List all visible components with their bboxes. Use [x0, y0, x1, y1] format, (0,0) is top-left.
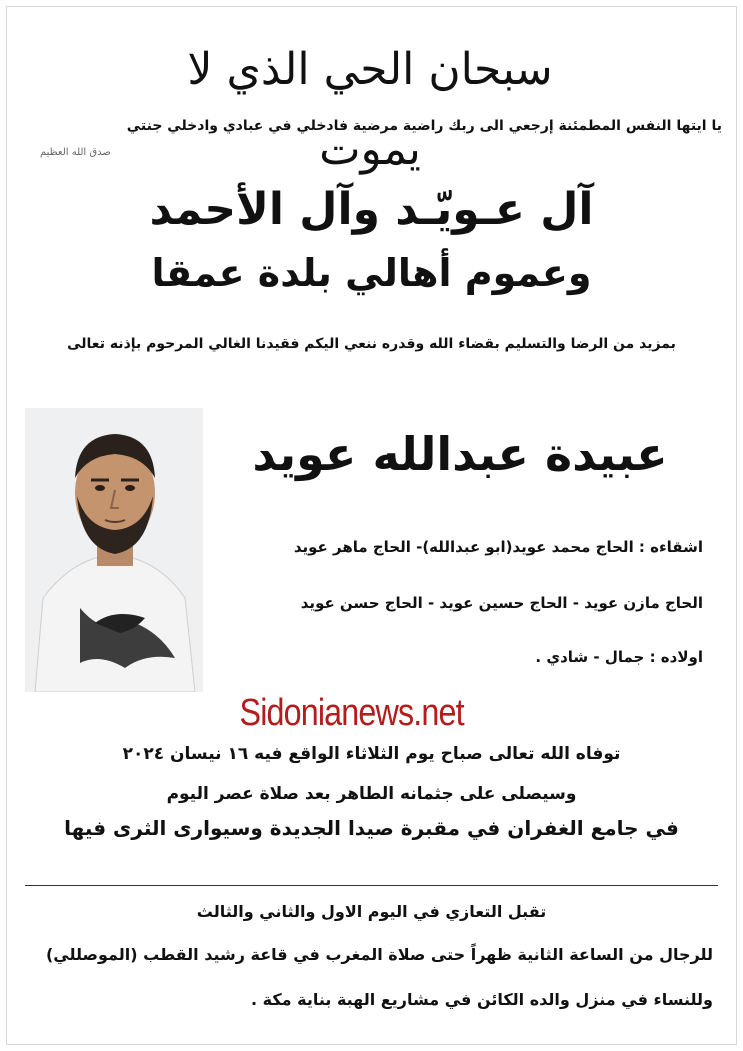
quran-verse: يا ايتها النفس المطمئنة إرجعي الى ربك راضية مرضية فادخلي في عبادي وادخلي جنتي — [126, 118, 722, 134]
condolence-men: للرجال من الساعة الثانية ظهراً حتى صلاة المغرب في قاعة رشيد القطب (الموصللي) — [45, 945, 713, 964]
section-divider — [25, 885, 718, 886]
children-line: اولاده : جمال - شادي . — [535, 648, 703, 666]
deceased-name: عبيدة عبدالله عويد — [252, 427, 668, 481]
funeral-prayer-text: وسيصلى على جثمانه الطاهر بعد صلاة عصر اليوم — [166, 784, 577, 804]
intro-text: بمزيد من الرضا والتسليم بقضاء الله وقدره ننعي اليكم فقيدنا الغالي المرحوم بإذنه تعالى — [67, 336, 676, 352]
source-watermark: Sidonianews.net — [239, 692, 464, 734]
death-date-text: توفاه الله تعالى صباح يوم الثلاثاء الواقع فيه ١٦ نيسان ٢٠٢٤ — [122, 744, 621, 764]
town-heading: وعموم أهالي بلدة عمقا — [151, 251, 592, 295]
portrait-illustration — [25, 408, 203, 692]
verse-source: صدق الله العظيم — [40, 147, 111, 158]
calligraphy-heading: سبحان الحي الذي لا يموت — [187, 44, 553, 175]
brothers-line-2: الحاج مازن عويد - الحاج حسين عويد - الحاج حسن عويد — [300, 594, 703, 612]
condolence-days: تقبل التعازي في اليوم الاول والثاني والثالث — [196, 902, 547, 921]
families-heading: آل عـويّـد وآل الأحمد — [149, 184, 594, 235]
burial-location-text: في جامع الغفران في مقبرة صيدا الجديدة وسيوارى الثرى فيها — [64, 816, 679, 840]
deceased-photo — [25, 408, 203, 692]
brothers-line-1: اشقاءه : الحاج محمد عويد(ابو عبدالله)- الحاج ماهر عويد — [293, 538, 703, 556]
condolence-women: وللنساء في منزل والده الكائن في مشاريع الهبة بناية مكة . — [250, 990, 713, 1009]
